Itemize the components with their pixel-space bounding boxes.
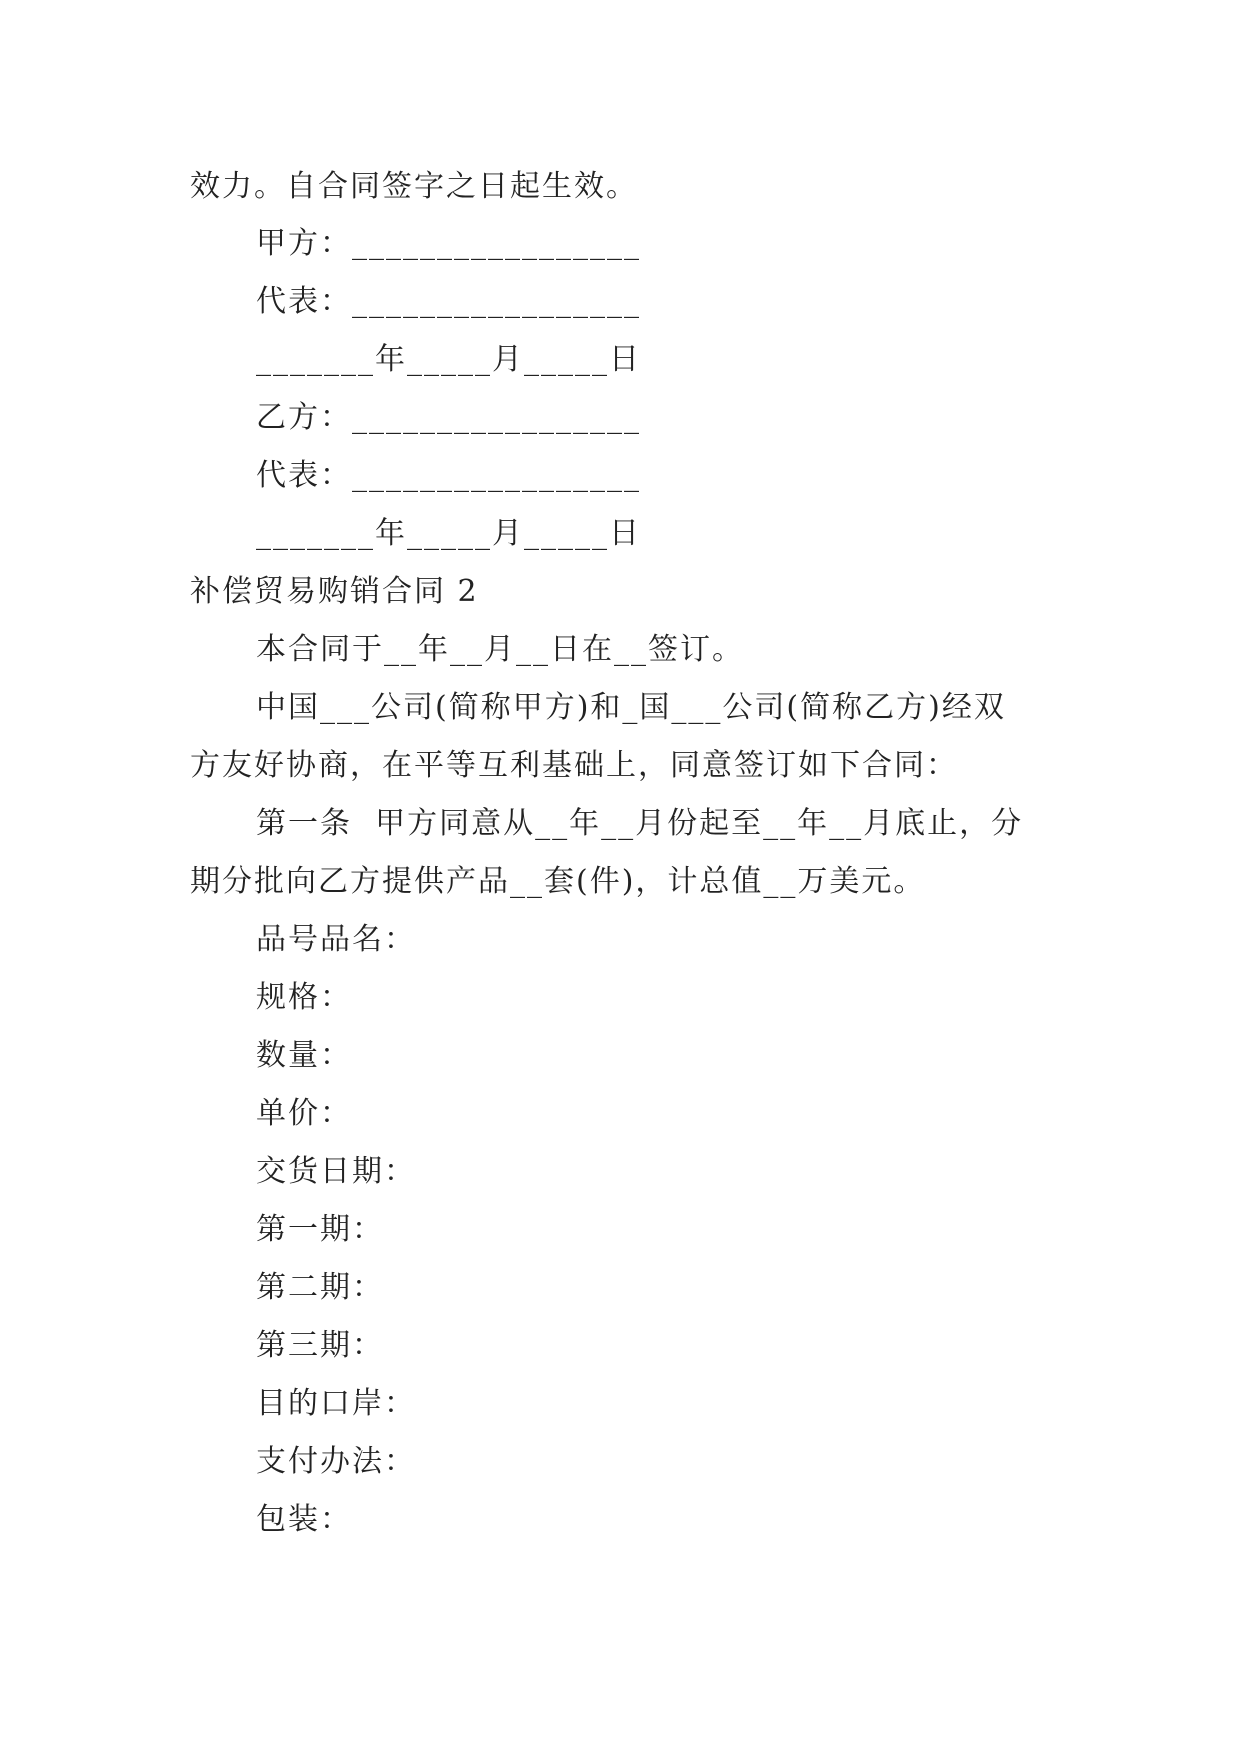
parties-paragraph-line-2: 方友好协商，在平等互利基础上，同意签订如下合同： [190, 748, 958, 783]
product-name-item: 品号品名： [256, 922, 416, 957]
quantity-item: 数量： [256, 1038, 352, 1073]
party-b-representative-field: 代表：_________________ [256, 458, 641, 493]
article-one-line-1: 第一条 甲方同意从__年__月份起至__年__月底止，分 [256, 806, 1024, 841]
unit-price-item: 单价： [256, 1096, 352, 1131]
clause-effective-text: 效力。自合同签字之日起生效。 [190, 169, 638, 204]
party-a-date-field: _______年_____月_____日 [256, 342, 641, 377]
article-one-line-2: 期分批向乙方提供产品__套(件)，计总值__万美元。 [190, 864, 926, 899]
parties-paragraph-line-1: 中国___公司(简称甲方)和_国___公司(简称乙方)经双 [256, 690, 1006, 725]
party-b-field: 乙方：_________________ [256, 400, 641, 435]
destination-port-item: 目的口岸： [256, 1386, 416, 1421]
phase-three-item: 第三期： [256, 1328, 384, 1363]
phase-one-item: 第一期： [256, 1212, 384, 1247]
phase-two-item: 第二期： [256, 1270, 384, 1305]
specification-item: 规格： [256, 980, 352, 1015]
payment-method-item: 支付办法： [256, 1444, 416, 1479]
delivery-date-item: 交货日期： [256, 1154, 416, 1189]
party-a-representative-field: 代表：_________________ [256, 284, 641, 319]
signing-date-paragraph: 本合同于__年__月__日在__签订。 [256, 632, 744, 667]
party-b-date-field: _______年_____月_____日 [256, 516, 641, 551]
packaging-item: 包装： [256, 1502, 352, 1537]
contract-title: 补偿贸易购销合同 2 [190, 574, 479, 609]
party-a-field: 甲方：_________________ [256, 226, 641, 261]
